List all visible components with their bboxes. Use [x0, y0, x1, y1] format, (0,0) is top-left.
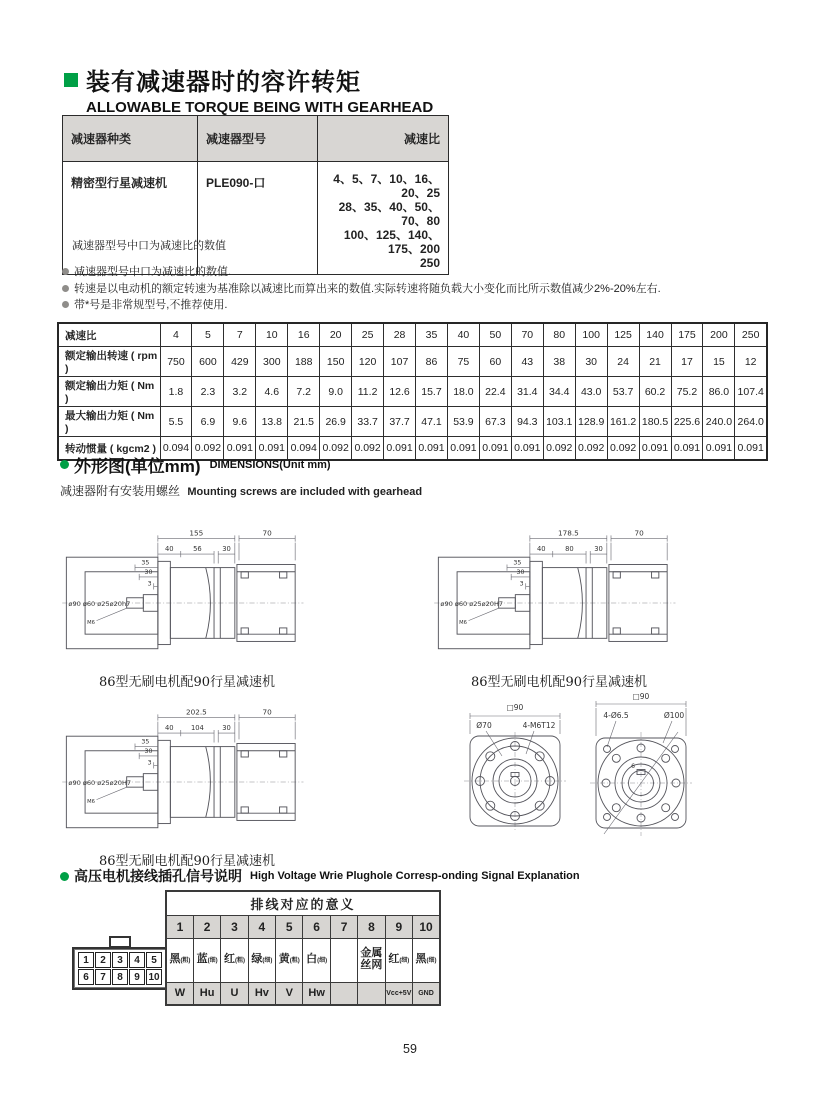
side-view-drawing: [62, 526, 312, 656]
spec-cell: 0.092: [192, 437, 224, 461]
wire-thickness-note: (细): [207, 958, 218, 964]
side-view-drawing: [434, 526, 684, 656]
spec-cell: 43.0: [575, 377, 607, 407]
dim-seg3: 30: [594, 544, 603, 553]
spec-cell: 28: [384, 323, 416, 347]
wire-thickness-note: (细): [399, 958, 410, 964]
dim-3: 3: [147, 759, 152, 767]
spec-cell: 47.1: [416, 407, 448, 437]
wire-color-cell: [248, 938, 275, 982]
front-view-left-block: [450, 692, 580, 847]
shaft-thread-label: M6: [87, 798, 95, 805]
dim-seg2: 104: [190, 723, 204, 732]
ratio-line: 28、35、40、50、70、80: [338, 200, 440, 228]
front-left-holes-label: 4-M6T12: [522, 721, 556, 730]
pin-number-cell: 4: [248, 915, 275, 938]
side-view-drawing-block: [434, 526, 704, 690]
spec-cell: 18.0: [447, 377, 479, 407]
side-view-drawing-block: [62, 526, 332, 690]
shaft-diameters-label: ø90 ø60 ø25ø20h7: [68, 600, 131, 609]
wire-color-name: 黑: [169, 953, 181, 965]
spec-cell: 264.0: [735, 407, 767, 437]
shaft-diameters-label: ø90 ø60 ø25ø20H7: [68, 779, 132, 788]
note-bullet-icon: [62, 301, 69, 308]
spec-cell: 38: [543, 347, 575, 377]
signal-cell: Hw: [303, 982, 330, 1005]
gearhead-model-cell: PLE090-口: [198, 162, 318, 275]
wire-color-cell: [276, 938, 303, 982]
wire-thickness-note: (粗): [180, 958, 191, 964]
gearhead-model-header: 减速器型号: [198, 116, 318, 162]
spec-cell: 0.091: [384, 437, 416, 461]
dim-overall-length: 178.5: [557, 528, 579, 538]
section-bullet-icon: [60, 872, 69, 881]
connector-pin: 4: [129, 952, 145, 968]
wire-thickness-note: (细): [426, 958, 437, 964]
signal-cell: W: [166, 982, 193, 1005]
spec-cell: 100: [575, 323, 607, 347]
wire-color-name: 白: [306, 953, 318, 965]
spec-cell: 15.7: [416, 377, 448, 407]
wire-color-name: 蓝: [196, 953, 208, 965]
wiring-section-header: [60, 866, 580, 886]
front-right-outer-diameter-label: Ø100: [663, 711, 685, 720]
spec-cell: 240.0: [703, 407, 735, 437]
front-view-right-block: [574, 688, 709, 848]
front-view-left-drawing: [450, 692, 580, 842]
spec-cell: 429: [224, 347, 256, 377]
connector-pin: 1: [78, 952, 94, 968]
dim-35: 35: [141, 738, 150, 746]
spec-cell: 0.094: [288, 437, 320, 461]
wiring-title: 高压电机接线插孔信号说明: [74, 868, 242, 884]
note-text: 转速是以电动机的额定转速为基准除以减速比而算出来的数值.实际转速将随负载大小变化而比所示数值减少2%-20%左右.: [74, 282, 661, 295]
spec-cell: 3.2: [224, 377, 256, 407]
spec-cell: 24: [607, 347, 639, 377]
spec-cell: 1.8: [160, 377, 192, 407]
spec-row-label: 转动惯量 ( kgcm2 ): [58, 437, 160, 461]
wire-color-cell: [358, 938, 385, 982]
spec-cell: 86.0: [703, 377, 735, 407]
spec-cell: 7.2: [288, 377, 320, 407]
pin-number-cell: 7: [330, 915, 357, 938]
spec-cell: 0.092: [607, 437, 639, 461]
wire-color-name: 黄: [278, 953, 290, 965]
signal-cell: [358, 982, 385, 1005]
signal-cell: GND: [413, 982, 440, 1005]
front-view-right-drawing: [574, 688, 709, 843]
spec-cell: 17: [671, 347, 703, 377]
shaft-thread-label: M6: [87, 619, 95, 626]
dim-30: 30: [144, 747, 153, 755]
spec-cell: 67.3: [479, 407, 511, 437]
drawing-caption: 86型无刷电机配90行星减速机: [470, 675, 648, 690]
spec-row-label: 额定输出力矩 ( Nm ): [58, 377, 160, 407]
spec-cell: 0.091: [256, 437, 288, 461]
dimensions-subtitle-english: Mounting screws are included with gearhead: [187, 486, 423, 498]
connector-diagram: [72, 936, 168, 990]
spec-cell: 0.091: [735, 437, 767, 461]
wiring-title-english: High Voltage Wrie Plughole Corresp-onding Signal Explanation: [250, 870, 580, 882]
spec-row-label: 最大输出力矩 ( Nm ): [58, 407, 160, 437]
spec-row-ratio: [58, 323, 767, 347]
spec-cell: 22.4: [479, 377, 511, 407]
note-bullet-icon: [62, 268, 69, 275]
wiring-table-title-row: [166, 891, 440, 915]
spec-cell: 0.091: [703, 437, 735, 461]
signal-cell: [330, 982, 357, 1005]
signal-cell: U: [221, 982, 248, 1005]
note-item: [62, 264, 661, 281]
wire-color-cell: [303, 938, 330, 982]
connector-pin: 5: [146, 952, 162, 968]
spec-cell: 0.092: [543, 437, 575, 461]
pin-number-cell: 5: [276, 915, 303, 938]
wiring-wire-color-row: [166, 938, 440, 982]
wiring-signal-row: [166, 982, 440, 1005]
wire-color-name: 红: [388, 953, 400, 965]
wire-color-name: 黑: [415, 953, 427, 965]
spec-cell: 20: [320, 323, 352, 347]
wiring-table: [165, 890, 441, 1006]
spec-cell: 21.5: [288, 407, 320, 437]
spec-cell: 150: [320, 347, 352, 377]
dim-seg2: 56: [193, 544, 202, 553]
side-view-drawing: [62, 705, 312, 835]
front-left-square-label: □90: [506, 703, 524, 712]
dim-seg2: 80: [565, 544, 574, 553]
spec-cell: 0.091: [416, 437, 448, 461]
spec-cell: 0.091: [511, 437, 543, 461]
connector-pin: 6: [78, 969, 94, 985]
spec-cell: 86: [416, 347, 448, 377]
spec-row-rated-torque: [58, 377, 767, 407]
side-view-drawing-block: [62, 705, 332, 869]
wire-color-cell: [330, 938, 357, 982]
connector-pin: 7: [95, 969, 111, 985]
spec-cell: 0.092: [575, 437, 607, 461]
gearhead-table-row: [63, 162, 449, 275]
spec-cell: 4: [160, 323, 192, 347]
spec-cell: 0.094: [160, 437, 192, 461]
dim-motor-length: 70: [262, 528, 272, 538]
wire-color-cell: [413, 938, 440, 982]
spec-cell: 12.6: [384, 377, 416, 407]
wire-thickness-note: (粗): [234, 958, 245, 964]
signal-cell: Hu: [193, 982, 220, 1005]
spec-cell: 188: [288, 347, 320, 377]
front-left-bolt-circle-label: Ø70: [476, 721, 492, 730]
gearhead-table-footnote: 减速器型号中口为减速比的数值: [72, 240, 226, 252]
wire-thickness-note: (粗): [289, 958, 300, 964]
front-right-square-label: □90: [632, 692, 650, 701]
spec-row-label: 额定输出转速 ( rpm ): [58, 347, 160, 377]
gearhead-type-cell: 精密型行星减速机: [63, 162, 198, 275]
gearhead-type-header: 减速器种类: [63, 116, 198, 162]
dim-seg3: 30: [222, 544, 231, 553]
spec-cell: 125: [607, 323, 639, 347]
spec-cell: 31.4: [511, 377, 543, 407]
spec-cell: 107.4: [735, 377, 767, 407]
note-bullet-icon: [62, 285, 69, 292]
page-title: 装有减速器时的容许转矩: [86, 69, 361, 96]
spec-cell: 2.3: [192, 377, 224, 407]
wire-thickness-note: (细): [317, 958, 328, 964]
spec-cell: 300: [256, 347, 288, 377]
pin-number-cell: 6: [303, 915, 330, 938]
spec-cell: 103.1: [543, 407, 575, 437]
spec-cell: 37.7: [384, 407, 416, 437]
pin-number-cell: 10: [413, 915, 440, 938]
spec-cell: 750: [160, 347, 192, 377]
spec-row-speed: [58, 347, 767, 377]
dim-3: 3: [519, 580, 524, 588]
spec-cell: 40: [447, 323, 479, 347]
pin-number-cell: 2: [193, 915, 220, 938]
wire-color-name: 绿: [251, 953, 263, 965]
spec-cell: 53.7: [607, 377, 639, 407]
pin-number-cell: 9: [385, 915, 412, 938]
dim-motor-length: 70: [262, 707, 272, 717]
spec-cell: 16: [288, 323, 320, 347]
spec-cell: 80: [543, 323, 575, 347]
connector-pin-row-2: [77, 969, 163, 985]
dimension-drawings-area: [62, 520, 778, 870]
dim-30: 30: [144, 568, 153, 576]
wire-color-cell: [166, 938, 193, 982]
wiring-pin-number-row: [166, 915, 440, 938]
dim-overall-length: 155: [189, 528, 204, 538]
spec-cell: 161.2: [607, 407, 639, 437]
spec-cell: 225.6: [671, 407, 703, 437]
spec-cell: 0.091: [224, 437, 256, 461]
signal-cell: Hv: [248, 982, 275, 1005]
dim-seg3: 30: [222, 723, 231, 732]
page-title-block: [64, 62, 433, 116]
note-item: [62, 281, 661, 298]
spec-cell: 50: [479, 323, 511, 347]
wire-thickness-note: (细): [262, 958, 273, 964]
page-number: 59: [403, 1042, 417, 1056]
shaft-thread-label: M6: [459, 619, 467, 626]
connector-pin: 2: [95, 952, 111, 968]
connector-pin: 3: [112, 952, 128, 968]
dimensions-title: 外形图(单位mm): [74, 457, 201, 476]
drawing-caption: 86型无刷电机配90行星减速机: [98, 854, 276, 869]
spec-cell: 600: [192, 347, 224, 377]
notes-list: [62, 264, 661, 314]
wire-color-cell: [221, 938, 248, 982]
spec-cell: 13.8: [256, 407, 288, 437]
section-marker-square-icon: [64, 73, 78, 87]
gearhead-table-header-row: [63, 116, 449, 162]
spec-cell: 9.6: [224, 407, 256, 437]
spec-cell: 0.091: [671, 437, 703, 461]
wire-color-name: 红: [223, 953, 235, 965]
spec-cell: 140: [639, 323, 671, 347]
gearhead-ratio-header: 减速比: [318, 116, 449, 162]
spec-row-label: 减速比: [58, 323, 160, 347]
dim-35: 35: [141, 559, 150, 567]
shaft-diameters-label: ø90 ø60 ø25ø20H7: [440, 600, 504, 609]
spec-cell: 21: [639, 347, 671, 377]
spec-cell: 30: [575, 347, 607, 377]
spec-cell: 33.7: [352, 407, 384, 437]
signal-cell: V: [276, 982, 303, 1005]
spec-cell: 128.9: [575, 407, 607, 437]
front-right-keyway-width-label: 6: [631, 763, 635, 770]
spec-row-max-torque: [58, 407, 767, 437]
spec-cell: 4.6: [256, 377, 288, 407]
spec-cell: 0.091: [479, 437, 511, 461]
spec-cell: 0.092: [352, 437, 384, 461]
front-right-holes-label: 4-Ø6.5: [603, 711, 629, 720]
connector-pin: 8: [112, 969, 128, 985]
ratio-line: 100、125、140、175、200: [343, 228, 440, 256]
spec-cell: 26.9: [320, 407, 352, 437]
note-text: 减速器型号中口为减速比的数值.: [74, 266, 232, 278]
spec-cell: 43: [511, 347, 543, 377]
dim-seg1: 40: [165, 544, 174, 553]
section-bullet-icon: [60, 460, 69, 469]
spec-cell: 6.9: [192, 407, 224, 437]
spec-cell: 0.092: [320, 437, 352, 461]
ratio-line: 4、5、7、10、16、20、25: [333, 172, 440, 200]
spec-cell: 53.9: [447, 407, 479, 437]
dimensions-title-english: DIMENSIONS(Unit mm): [209, 458, 331, 471]
connector-pin: 10: [146, 969, 162, 985]
spec-cell: 175: [671, 323, 703, 347]
spec-cell: 60: [479, 347, 511, 377]
spec-cell: 120: [352, 347, 384, 377]
spec-cell: 250: [735, 323, 767, 347]
connector-pin-row-1: [77, 952, 163, 968]
dimensions-subtitle: 减速器附有安装用螺丝: [60, 484, 181, 498]
ratio-line: 250: [419, 256, 440, 270]
dim-motor-length: 70: [634, 528, 644, 538]
dim-3: 3: [147, 580, 152, 588]
wiring-table-title: 排线对应的意义: [166, 891, 440, 915]
spec-cell: 60.2: [639, 377, 671, 407]
spec-cell: 200: [703, 323, 735, 347]
spec-cell: 7: [224, 323, 256, 347]
spec-cell: 75.2: [671, 377, 703, 407]
connector-pin: 9: [129, 969, 145, 985]
dim-30: 30: [516, 568, 525, 576]
wire-color-cell: [385, 938, 412, 982]
pin-number-cell: 1: [166, 915, 193, 938]
dim-overall-length: 202.5: [185, 707, 207, 717]
spec-cell: 10: [256, 323, 288, 347]
spec-cell: 5.5: [160, 407, 192, 437]
spec-cell: 5: [192, 323, 224, 347]
spec-cell: 94.3: [511, 407, 543, 437]
spec-cell: 0.091: [639, 437, 671, 461]
page-title-english: ALLOWABLE TORQUE BEING WITH GEARHEAD: [86, 99, 434, 116]
connector-body: [72, 947, 168, 990]
spec-cell: 70: [511, 323, 543, 347]
dim-seg1: 40: [165, 723, 174, 732]
signal-cell: Vcc+5V: [385, 982, 412, 1005]
wire-color-name: 金属丝网: [360, 947, 383, 971]
dimensions-section-header: [60, 452, 422, 499]
spec-cell: 35: [416, 323, 448, 347]
spec-cell: 0.091: [447, 437, 479, 461]
spec-cell: 11.2: [352, 377, 384, 407]
note-text: 带*号是非常规型号,不推荐使用.: [74, 299, 228, 311]
note-item: [62, 297, 661, 314]
spec-cell: 12: [735, 347, 767, 377]
spec-cell: 15: [703, 347, 735, 377]
spec-cell: 107: [384, 347, 416, 377]
wire-color-cell: [193, 938, 220, 982]
drawing-caption: 86型无刷电机配90行星减速机: [98, 675, 276, 690]
spec-cell: 25: [352, 323, 384, 347]
spec-cell: 9.0: [320, 377, 352, 407]
dim-seg1: 40: [537, 544, 546, 553]
spec-table: [57, 322, 768, 461]
gearhead-ratio-cell: [318, 162, 449, 275]
spec-cell: 180.5: [639, 407, 671, 437]
pin-number-cell: 8: [358, 915, 385, 938]
spec-cell: 75: [447, 347, 479, 377]
dim-35: 35: [513, 559, 522, 567]
spec-cell: 34.4: [543, 377, 575, 407]
pin-number-cell: 3: [221, 915, 248, 938]
